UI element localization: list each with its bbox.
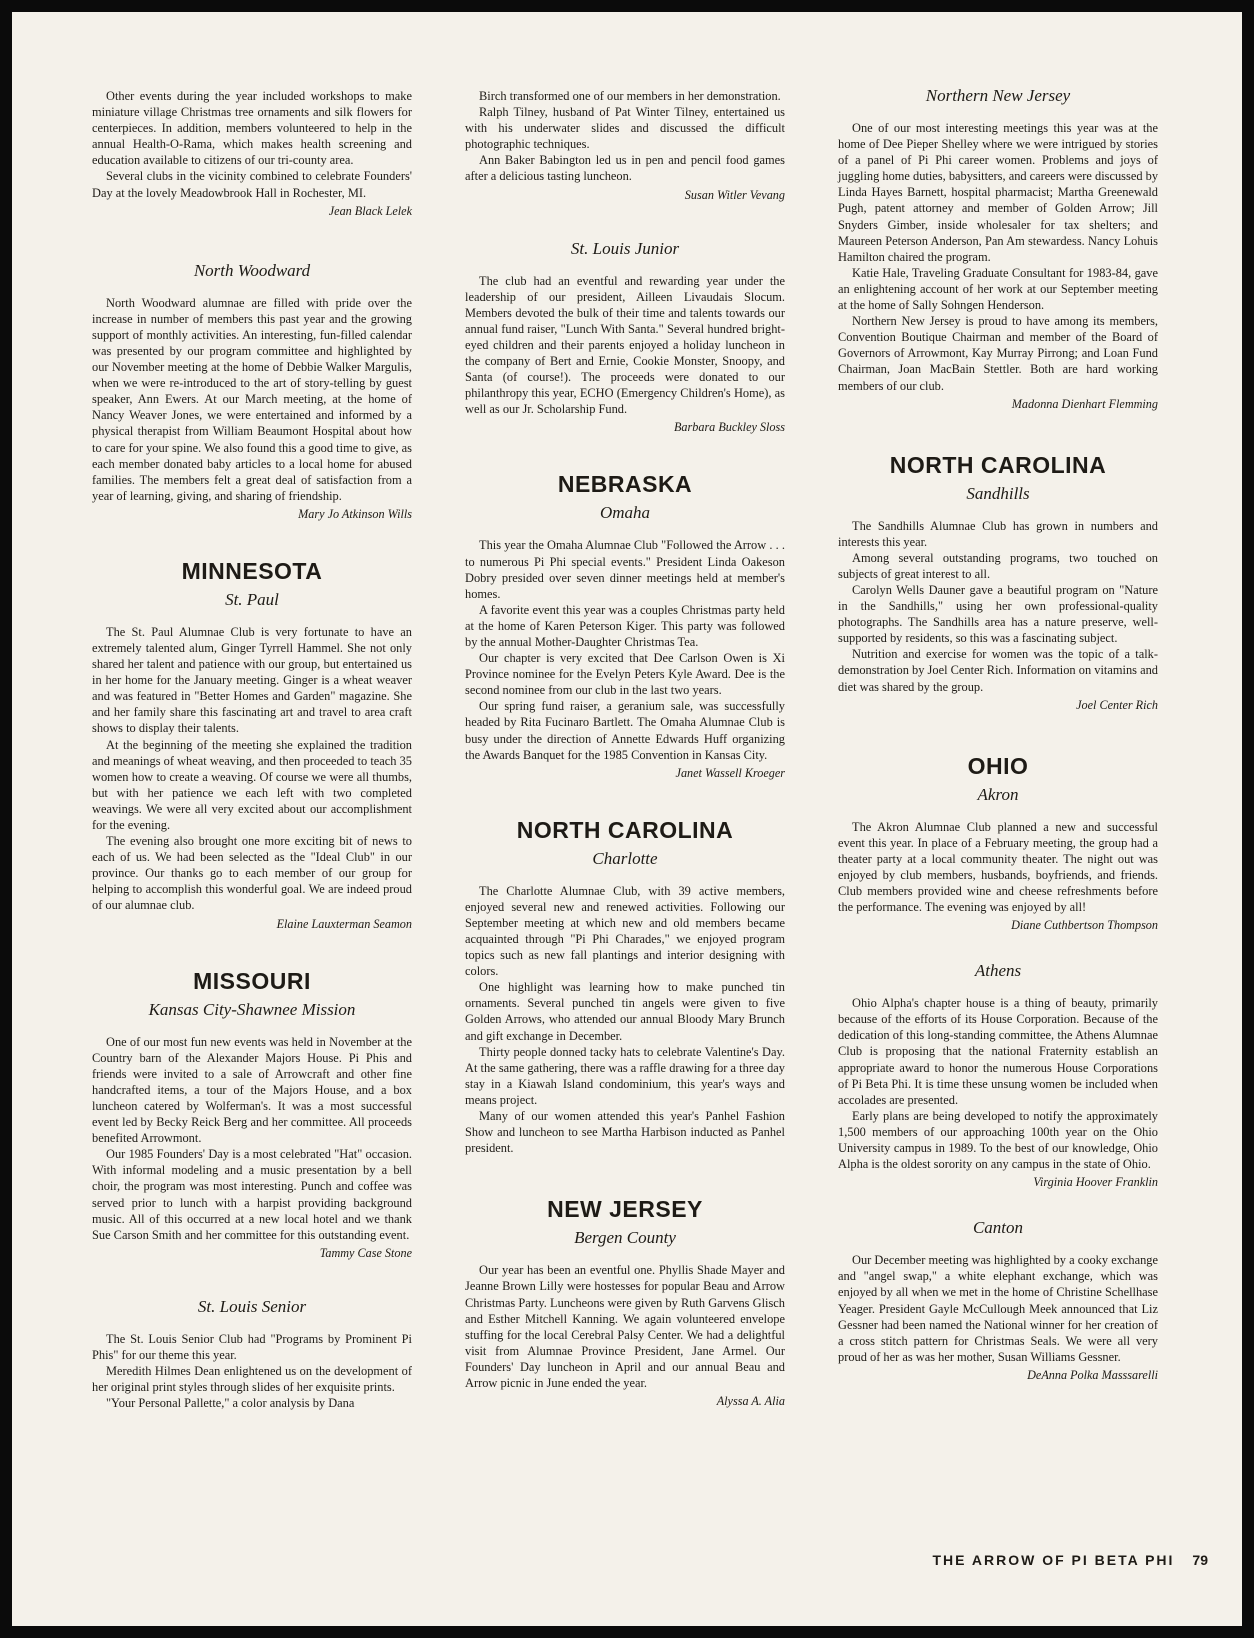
paragraph: The St. Louis Senior Club had "Programs by Prominent Pi Phis" for our theme this year. [92,1331,412,1362]
section-heading: St. Louis Junior [570,238,680,258]
paragraph: The St. Paul Alumnae Club is very fortunate to have an extremely talented alum, Ginger Tyrrell Hammel. She not only shared her talent and patience with our group, but entertained us in her home for the January meeting. Ginger is a wheat weaver and was featured in "Better Homes and Garden" magazine. She and her family share this fascinating art and travel to area craft shows to display their talents. [92,624,412,736]
magazine-page [12,12,1242,1626]
paragraph: Carolyn Wells Dauner gave a beautiful program on "Nature in the Sandhills," using her own professional-quality photographs. The Sandhills area has a nature preserve, well-supported by residents, so this was a fascinating subject. [838,582,1158,646]
section-heading: Charlotte [592,848,658,868]
paragraph: Our 1985 Founders' Day is a most celebrated "Hat" occasion. With informal modeling and a music presentation by a bell choir, the program was most interesting. Punch and coffee was served prior to lunch with a harpist providing background music. All of this occurred at a new local hotel and we thank Sue Carson Smith and her committee for this outstanding event. [92,1147,412,1242]
section-heading: Kansas City-Shawnee Mission [148,999,356,1019]
paragraph: Meredith Hilmes Dean enlightened us on the development of her original print styles through slides of her exquisite prints. [92,1363,412,1395]
paragraph: Ralph Tilney, husband of Pat Winter Tilney, entertained us with his underwater slides and discussed the difficult photographic techniques. [465,105,785,152]
signature: Mary Jo Atkinson Wills [298,506,412,521]
paragraph: Our spring fund raiser, a geranium sale, was successfully headed by Rita Fucinaro Bartlett. The Omaha Alumnae Club is busy under the direction of Annette Edwards Huff organizing the Awards Banquet for the 1985 Convention in Kansas City. [465,699,785,762]
page-footer [868,1552,1208,1568]
signature: Janet Wassell Kroeger [675,765,785,780]
signature: Alyssa A. Alia [716,1394,785,1409]
paragraph: North Woodward alumnae are filled with pride over the increase in number of members this past year and the growing support of monthly activities. An interesting, fun-filled calendar was presented by our program committee and highlighted by our November meeting at the home of Debbie Walker Margulis, when we were re-introduced to the art of story-telling by guest speaker, Ann Ewers. At our March meeting, at the home of Nancy Weaver Jones, we were entertained and informed by a physical therapist from William Beaumont Hospital about how to care for your spine. We also found this a good time to give, as each member donated baby articles to a local home for abused families. The members felt a great deal of satisfaction from a year of learning, giving, and sharing of friendship. [92,295,412,503]
paragraph: Northern New Jersey is proud to have among its members, Convention Boutique Chairman and member of the Board of Governors of Arrowmont, Kay Murray Pirrong; and Loan Fund Chairman, Joan MacBain Stettler. Both are hard working members of our club. [838,314,1158,393]
signature: Diane Cuthbertson Thompson [1011,918,1158,933]
paragraph: Katie Hale, Traveling Graduate Consultant for 1983-84, gave an enlightening account of her work at our September meeting at the home of Sally Sohngen Henderson. [838,265,1158,313]
paragraph: "Your Personal Pallette," a color analysis by Dana [106,1396,355,1411]
paragraph: Ann Baker Babington led us in pen and pencil food games after a delicious tasting luncheon. [465,153,785,184]
paragraph: This year the Omaha Alumnae Club "Followed the Arrow . . . to numerous Pi Phi special events." President Linda Oakeson Dobry presided over seven dinner meetings held at member's homes. [465,538,785,601]
column-middle [465,88,785,1409]
section-heading: Omaha [599,503,651,523]
paragraph: The Sandhills Alumnae Club has grown in numbers and interests this year. [838,518,1158,549]
paragraph: Thirty people donned tacky hats to celebrate Valentine's Day. At the same gathering, there was a raffle drawing for a three day stay in a Kiawah Island condominium, this year's ways and means project. [465,1044,785,1107]
paragraph: Birch transformed one of our members in her demonstration. [479,89,781,103]
section-heading: Sandhills [966,483,1030,503]
state-heading: MINNESOTA [181,557,323,584]
paragraph: The club had an eventful and rewarding year under the leadership of our president, Ailleen Livaudais Slocum. Members devoted the bulk of their time and talents towards our annual fund raiser, "Lunch With Santa." Several hundred bright-eyed children and their parents enjoyed a holiday luncheon in the company of Bert and Ernie, Cookie Monster, Snoopy, and Santa (of course!). The proceeds were donated to our philanthropy this year, ECHO (Emergency Children's Home), as well as our Jr. Scholarship Fund. [465,273,785,417]
paragraph: Our chapter is very excited that Dee Carlson Owen is Xi Province nominee for the Evelyn Peters Kyle Award. Dee is the second nominee from our club in the last two years. [465,651,785,698]
paragraph: Our December meeting was highlighted by a cooky exchange and "angel swap," a white elephant exchange, which was enjoyed by all when we met in the home of Christine Schellhase Yeager. President Gayle McCullough Meek announced that Liz Gessner had been named the National winner for her creation of a cross stitch pattern for Christmas Seals. We were all very proud of her as was her mother, Susan Williams Gessner. [838,1253,1158,1364]
paragraph: The Charlotte Alumnae Club, with 39 active members, enjoyed several new and renewed activities. Following our September meeting at which new and old members became acquainted through "Pi Phi Charades," we enjoyed program topics such as new fall plantings and interior designing with colors. [465,883,785,979]
state-heading: OHIO [967,752,1029,779]
paragraph: Early plans are being developed to notify the approximately 1,500 members of our approaching 100th year on the Ohio University campus in 1989. To the best of our knowledge, Ohio Alpha is the oldest sorority on any campus in the state of Ohio. [838,1108,1158,1172]
section-heading: St. Paul [225,589,279,609]
signature: DeAnna Polka Masssarelli [1027,1367,1158,1382]
section-heading: Athens [974,961,1022,981]
section-heading: Canton [972,1218,1024,1238]
section-heading: Akron [977,784,1019,804]
paragraph: One of our most fun new events was held in November at the Country barn of the Alexander Majors House. Pi Phis and friends were invited to a sale of Arrowcraft and other fine handcrafted items, a tour of the Majors House, and a box luncheon catered by Wolferman's. It was a most successful event led by Becky Reick Berg and her committee. All proceeds benefited Arrowmont. [92,1034,412,1146]
state-heading: MISSOURI [193,967,311,994]
column-right [838,86,1158,1383]
section-heading: St. Louis Senior [197,1296,307,1316]
state-heading: NORTH CAROLINA [889,451,1107,478]
column-left [92,88,412,1411]
section-heading: Northern New Jersey [925,86,1071,105]
paragraph: Our year has been an eventful one. Phyllis Shade Mayer and Jeanne Brown Lilly were hostesses for popular Beau and Arrow Christmas Party. Luncheons were given by Ruth Garvens Glisch and Esther Mitchell Kanning. We again volunteered envelope stuffing for the local Cerebral Palsy Center. We had a delightful visit from Alumnae Province President, Jane Armel. Our Founders' Day luncheon in April and our annual Beau and Arrow picnic in June ended the year. [465,1263,785,1390]
paragraph: Several clubs in the vicinity combined to celebrate Founders' Day at the lovely Meadowbrook Hall in Rochester, MI. [92,169,412,200]
paragraph: The evening also brought one more exciting bit of news to each of us. We had been selected as the "Ideal Club" in our province. Our thanks go to each member of our group for helping to accomplish this wonderful goal. We are indeed proud of our alumnae club. [92,834,412,913]
paragraph: One highlight was learning how to make punched tin ornaments. Several punched tin angels were given to five Golden Arrows, who attended our annual Bloody Mary Brunch and gift exchange in December. [465,980,785,1043]
signature: Virginia Hoover Franklin [1033,1175,1158,1190]
signature: Barbara Buckley Sloss [673,420,785,435]
state-heading: NORTH CAROLINA [516,816,734,843]
paragraph: Ohio Alpha's chapter house is a thing of beauty, primarily because of the efforts of its House Corporation. Because of the dedication of this long-standing committee, the Athens Alumnae Club is proposing that the national Fraternity establish an appropriate award to honor the numerous House Corporations of Pi Beta Phi. It is time these unsung women be included when accolades are presented. [838,996,1158,1107]
state-heading: NEBRASKA [557,471,693,498]
signature: Elaine Lauxterman Seamon [276,916,412,931]
paragraph: Many of our women attended this year's Panhel Fashion Show and luncheon to see Martha Harbison inducted as Panhel president. [465,1109,785,1156]
paragraph: The Akron Alumnae Club planned a new and successful event this year. In place of a February meeting, the group had a theater party at a local community theater. The night out was enjoyed by club members, husbands, boyfriends, and friends. Club members provided wine and cheese refreshments before the performance. The evening was enjoyed by all! [838,819,1158,915]
signature: Joel Center Rich [1076,697,1158,712]
page-number: 79 [1192,1552,1208,1568]
state-heading: NEW JERSEY [547,1196,703,1223]
paragraph: Among several outstanding programs, two touched on subjects of great interest to all. [838,550,1158,581]
publication-title: THE ARROW OF PI BETA PHI [932,1552,1175,1568]
signature: Jean Black Lelek [328,203,412,218]
section-heading: Bergen County [574,1228,676,1248]
signature: Tammy Case Stone [319,1245,412,1260]
signature: Susan Witler Vevang [684,187,785,202]
paragraph: One of our most interesting meetings this year was at the home of Dee Pieper Shelley where we were intrigued by stories of a panel of Pi Phi career women. Problems and joys of juggling home duties, babysitters, and careers were discussed by Linda Hayes Barnett, hospital pharmacist; Martha Greenewald Pugh, patent attorney and member of Golden Arrow; Jill Snyders Gimber, inside wholesaler for tax shelters; and Maureen Peterson Anderson, Pan Am stewardess. Nancy Lohuis Hamilton chaired the program. [838,121,1159,264]
paragraph: Other events during the year included workshops to make miniature village Christmas tree ornaments and silk flowers for centerpieces. In addition, members volunteered to help in the annual Health-O-Rama, which makes health screening and education available to citizens of our tri-county area. [92,89,412,168]
signature: Madonna Dienhart Flemming [1011,396,1158,411]
section-heading: North Woodward [193,260,311,280]
paragraph: A favorite event this year was a couples Christmas party held at the home of Karen Peterson Kiger. This party was followed by the annual Mother-Daughter Christmas Tea. [465,602,785,649]
paragraph: At the beginning of the meeting she explained the tradition and meanings of wheat weaving, and then proceeded to teach 35 women how to create a weaving. Of course we were all thumbs, but with her patience we each left with two completed weavings. We were all very excited about our accomplishment for the evening. [92,737,412,832]
paragraph: Nutrition and exercise for women was the topic of a talk-demonstration by Joel Center Rich. Information on vitamins and diet was shared by the group. [838,647,1158,694]
